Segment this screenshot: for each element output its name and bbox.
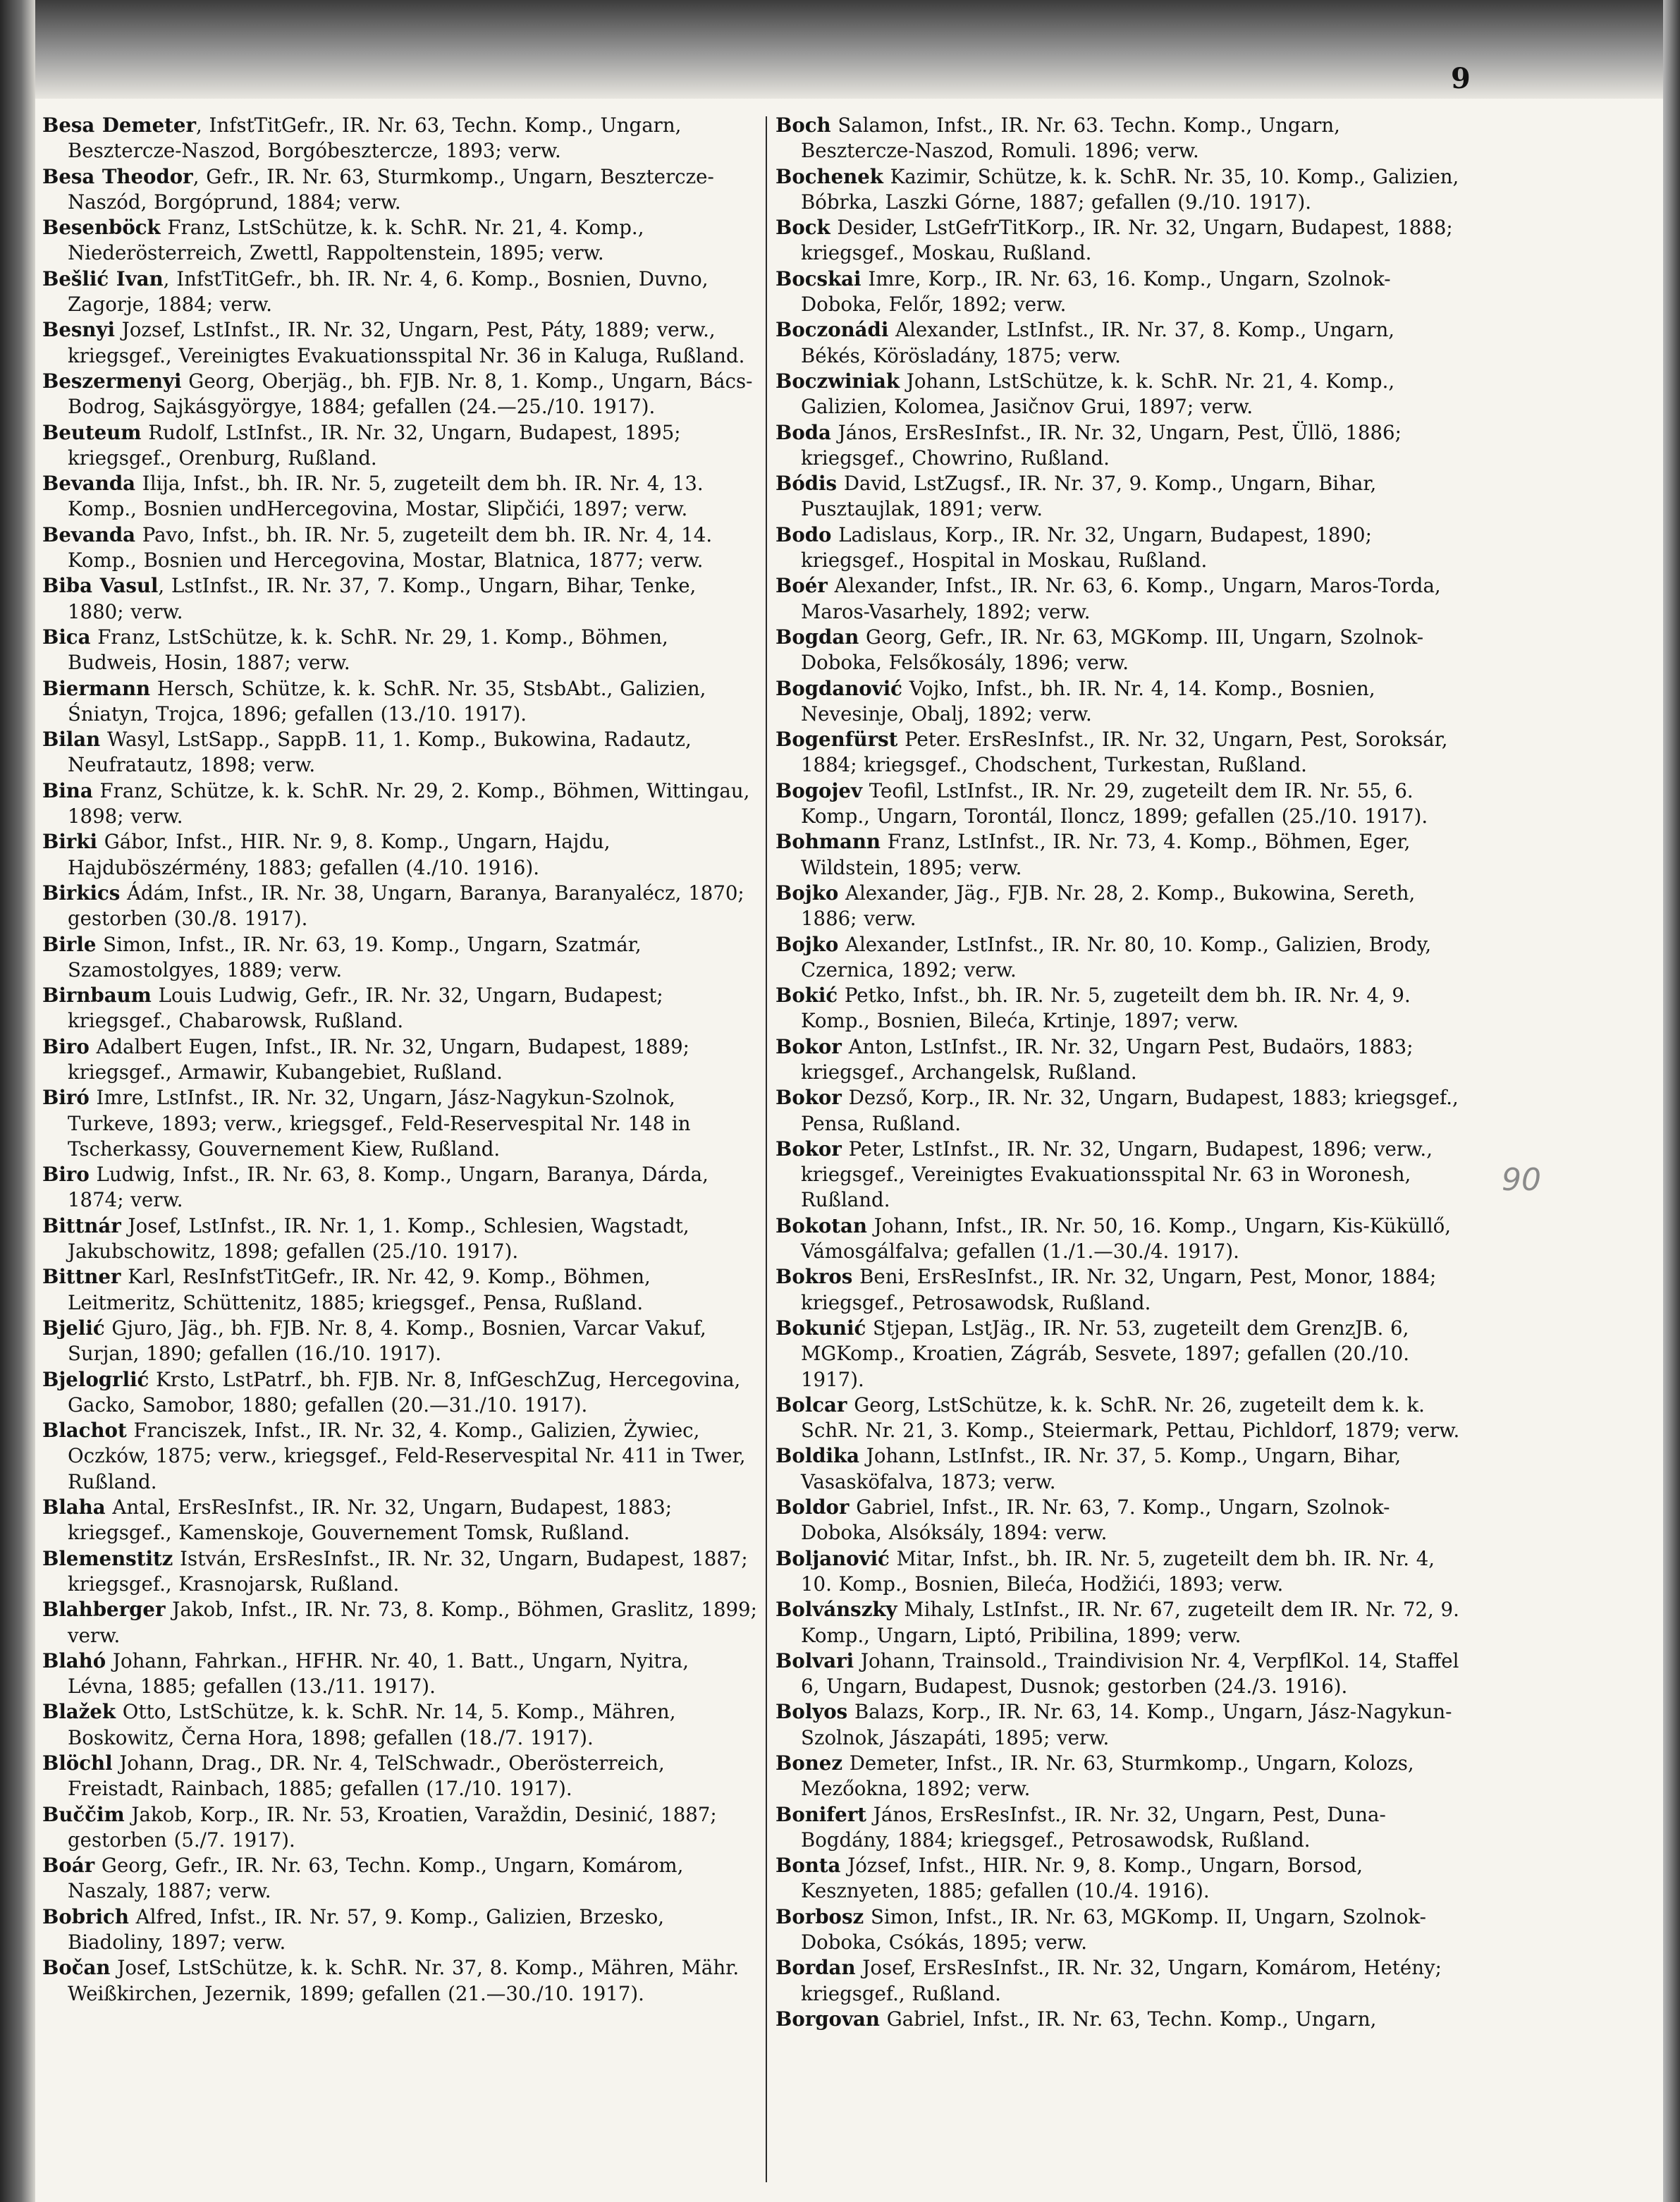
- entry-name: Beuteum: [42, 420, 142, 444]
- entry-name: Bokotan: [775, 1213, 867, 1237]
- list-entry: [42, 573, 758, 625]
- entry-details: Dezső, Korp., IR. Nr. 32, Ungarn, Budapest, 1883; kriegsgef., Pensa, Rußland.: [801, 1086, 1459, 1135]
- entry-name: Bonta: [775, 1854, 841, 1878]
- entry-name: Bonifert: [775, 1802, 866, 1826]
- list-entry: [775, 1034, 1461, 1086]
- column-divider: [766, 116, 767, 2182]
- entry-name: Blažek: [42, 1700, 116, 1724]
- list-entry: [775, 1495, 1461, 1546]
- list-entry: [42, 113, 758, 164]
- entry-name: Bogdan: [775, 625, 859, 649]
- entry-name: Bordan: [775, 1956, 856, 1980]
- entry-name: Bočan: [42, 1956, 111, 1980]
- entry-name: Bešlić Ivan: [42, 267, 164, 290]
- list-entry: [775, 1546, 1461, 1598]
- left-column: [42, 113, 758, 2007]
- list-entry: [42, 625, 758, 676]
- list-entry: [775, 881, 1461, 932]
- list-entry: [775, 829, 1461, 881]
- entry-name: Bódis: [775, 472, 838, 496]
- list-entry: [775, 573, 1461, 625]
- list-entry: [775, 676, 1461, 728]
- entry-name: Bevanda: [42, 472, 136, 496]
- entry-name: Bittnár: [42, 1213, 121, 1237]
- entry-name: Bock: [775, 216, 830, 240]
- entry-name: Bojko: [775, 932, 839, 956]
- entry-name: Bolcar: [775, 1393, 847, 1417]
- entry-details: Ilija, Infst., bh. IR. Nr. 5, zugeteilt dem bh. IR. Nr. 4, 13. Komp., Bosnien undHercegovina, Mostar, Slipčići, 1897; verw.: [68, 472, 704, 521]
- entry-name: Bjelogrlić: [42, 1367, 149, 1391]
- list-entry: [42, 1699, 758, 1751]
- list-entry: [42, 1213, 758, 1265]
- entry-details: Demeter, Infst., IR. Nr. 63, Sturmkomp., Ungarn, Kolozs, Mezőokna, 1892; verw.: [801, 1751, 1414, 1801]
- entry-name: Bodo: [775, 522, 832, 546]
- entry-name: Boczwiniak: [775, 369, 900, 393]
- entry-name: Bobrich: [42, 1904, 129, 1928]
- list-entry: [42, 267, 758, 318]
- entry-details: Franz, Schütze, k. k. SchR. Nr. 29, 2. Komp., Böhmen, Wittingau, 1898; verw.: [68, 778, 750, 828]
- entry-details: Salamon, Infst., IR. Nr. 63. Techn. Komp., Ungarn, Beszterczе-Naszod, Romuli. 1896; verw.: [801, 114, 1340, 163]
- entry-details: Josef, ErsResInfst., IR. Nr. 32, Ungarn, Komárom, Hetény; kriegsgef., Rußland.: [801, 1956, 1442, 2005]
- entry-details: , InfstTitGefr., IR. Nr. 63, Techn. Komp., Ungarn, Beszterczе-Naszod, Borgóbeszterczе, 1893; verw.: [68, 114, 682, 163]
- entry-name: Borbosz: [775, 1904, 864, 1928]
- entry-name: Boldika: [775, 1444, 859, 1468]
- entry-details: Alexander, LstInfst., IR. Nr. 80, 10. Komp., Galizien, Brody, Czernica, 1892; verw.: [801, 932, 1432, 981]
- entry-details: Wasyl, LstSapp., SappB. 11, 1. Komp., Bukowina, Radautz, Neufratautz, 1898; verw.: [68, 728, 692, 777]
- entry-name: Boczonádi: [775, 318, 889, 342]
- entry-details: Simon, Infst., IR. Nr. 63, MGKomp. II, Ungarn, Szolnok-Doboka, Csókás, 1895; verw.: [801, 1904, 1426, 1955]
- entry-details: Kazimir, Schütze, k. k. SchR. Nr. 35, 10. Komp., Galizien, Bóbrka, Laszki Górne, 1887; gefallen (9./10. 1917).: [801, 164, 1459, 214]
- entry-details: Alfred, Infst., IR. Nr. 57, 9. Komp., Galizien, Brzesko, Biadoliny, 1897; verw.: [68, 1904, 665, 1955]
- list-entry: [775, 727, 1461, 778]
- entry-name: Boér: [775, 574, 828, 598]
- entry-name: Bogenfürst: [775, 728, 898, 752]
- entry-details: Otto, LstSchütze, k. k. SchR. Nr. 14, 5. Komp., Mähren, Boskowitz, Černa Hora, 1898; gefallen (18./7. 1917).: [68, 1700, 676, 1749]
- entry-details: Ludwig, Infst., IR. Nr. 63, 8. Komp., Ungarn, Baranya, Dárda, 1874; verw.: [68, 1163, 709, 1212]
- list-entry: [775, 932, 1461, 984]
- list-entry: [775, 215, 1461, 267]
- list-entry: [42, 164, 758, 216]
- entry-details: Hersch, Schütze, k. k. SchR. Nr. 35, StsbAbt., Galizien, Śniatyn, Trojca, 1896; gefallen (13./10. 1917).: [68, 676, 706, 726]
- list-entry: [775, 164, 1461, 216]
- entry-name: Boár: [42, 1854, 95, 1878]
- list-entry: [775, 1802, 1461, 1854]
- list-entry: [42, 1649, 758, 1700]
- entry-details: Adalbert Eugen, Infst., IR. Nr. 32, Ungarn, Budapest, 1889; kriegsgef., Armawir, Kubangebiet, Rußland.: [68, 1034, 689, 1084]
- entry-details: Imre, LstInfst., IR. Nr. 32, Ungarn, Jász-Nagykun-Szolnok, Turkeve, 1893; verw., kriegsgef., Feld-Reservespital Nr. 148 in Tscherkassy, Gouvernement Kiew, Rußland.: [68, 1086, 691, 1161]
- entry-details: Johann, LstSchütze, k. k. SchR. Nr. 21, 4. Komp., Galizien, Kolomea, Jasičnov Grui, 1897; verw.: [801, 369, 1395, 419]
- entry-details: Georg, LstSchütze, k. k. SchR. Nr. 26, zugeteilt dem k. k. SchR. Nr. 21, 3. Komp., Steiermark, Pettau, Pichldorf, 1879; verw.: [801, 1393, 1460, 1443]
- entry-details: Gabriel, Infst., IR. Nr. 63, Techn. Komp., Ungarn,: [879, 2007, 1377, 2031]
- list-entry: [42, 676, 758, 728]
- entry-name: Boldor: [775, 1495, 850, 1519]
- entry-name: Besenböck: [42, 216, 161, 240]
- entry-details: Franciszek, Infst., IR. Nr. 32, 4. Komp., Galizien, Żywiec, Oczków, 1875; verw., kriegsgef., Feld-Reservespital Nr. 411 in Twer, Rußland.: [68, 1419, 746, 1493]
- entry-name: Bolvari: [775, 1649, 854, 1672]
- entry-details: Josef, LstInfst., IR. Nr. 1, 1. Komp., Schlesien, Wagstadt, Jakubschowitz, 1898; gefallen (25./10. 1917).: [68, 1213, 689, 1264]
- entry-details: Petko, Infst., bh. IR. Nr. 5, zugeteilt dem bh. IR. Nr. 4, 9. Komp., Bosnien, Bileća, Krtinje, 1897; verw.: [801, 984, 1411, 1033]
- list-entry: [775, 983, 1461, 1034]
- list-entry: [775, 1443, 1461, 1495]
- entry-details: Johann, Infst., IR. Nr. 50, 16. Komp., Ungarn, Kis-Küküllő, Vámosgálfalva; gefallen (1./1.—30./4. 1917).: [801, 1213, 1452, 1264]
- entry-name: Biermann: [42, 676, 151, 700]
- entry-details: Georg, Gefr., IR. Nr. 63, MGKomp. III, Ungarn, Szolnok-Doboka, Felsőkosály, 1896; verw.: [801, 625, 1424, 675]
- entry-details: Stjepan, LstJäg., IR. Nr. 53, zugeteilt dem GrenzJB. 6, MGKomp., Kroatien, Zágráb, Sesvete, 1897; gefallen (20./10. 1917).: [801, 1316, 1410, 1391]
- entry-name: Beszermenyi: [42, 369, 182, 393]
- entry-details: Anton, LstInfst., IR. Nr. 32, Ungarn Pest, Budaörs, 1883; kriegsgef., Archangelsk, Rußland.: [801, 1034, 1414, 1084]
- entry-details: Jakob, Infst., IR. Nr. 73, 8. Komp., Böhmen, Graslitz, 1899; verw.: [68, 1598, 757, 1647]
- entry-details: Jozsef, LstInfst., IR. Nr. 32, Ungarn, Pest, Páty, 1889; verw., kriegsgef., Vereinigtes Evakuationsspital Nr. 36 in Kaluga, Rußland.: [68, 318, 745, 367]
- list-entry: [42, 1751, 758, 1802]
- scan-shadow-left: [0, 0, 35, 2202]
- list-entry: [42, 983, 758, 1034]
- list-entry: [775, 1393, 1461, 1444]
- entry-name: Borgovan: [775, 2007, 880, 2031]
- entry-details: Mitar, Infst., bh. IR. Nr. 5, zugeteilt dem bh. IR. Nr. 4, 10. Komp., Bosnien, Bileća, Hodžići, 1893; verw.: [801, 1546, 1435, 1596]
- entry-details: Teofil, LstInfst., IR. Nr. 29, zugeteilt dem IR. Nr. 55, 6. Komp., Ungarn, Torontál, Ilonсz, 1899; gefallen (25./10. 1917).: [801, 778, 1428, 828]
- list-entry: [775, 778, 1461, 830]
- list-entry: [42, 317, 758, 369]
- entry-details: Desider, LstGefrTitKorp., IR. Nr. 32, Ungarn, Budapest, 1888; kriegsgef., Moskau, Rußland.: [801, 216, 1453, 265]
- list-entry: [775, 267, 1461, 318]
- entry-name: Boda: [775, 420, 831, 444]
- entry-details: Alexander, Jäg., FJB. Nr. 28, 2. Komp., Bukowina, Sereth, 1886; verw.: [801, 881, 1416, 931]
- entry-name: Bohmann: [775, 830, 881, 854]
- entry-name: Bina: [42, 778, 93, 802]
- entry-details: Franz, LstInfst., IR. Nr. 73, 4. Komp., Böhmen, Eger, Wildstein, 1895; verw.: [801, 830, 1411, 879]
- entry-details: Mihaly, LstInfst., IR. Nr. 67, zugeteilt dem IR. Nr. 72, 9. Komp., Ungarn, Liptó, Pribilina, 1899; verw.: [801, 1598, 1459, 1647]
- list-entry: [42, 420, 758, 472]
- entry-details: Johann, Trainsold., Traindivision Nr. 4, VerpflKol. 14, Staffel 6, Ungarn, Budapest, Dusnok; gestorben (24./3. 1916).: [801, 1649, 1459, 1699]
- entry-details: Johann, LstInfst., IR. Nr. 37, 5. Komp., Ungarn, Bihar, Vasasköfalva, 1873; verw.: [801, 1444, 1402, 1493]
- entry-details: David, LstZugsf., IR. Nr. 37, 9. Komp., Ungarn, Bihar, Pusztaujlak, 1891; verw.: [801, 472, 1377, 521]
- list-entry: [775, 420, 1461, 472]
- entry-name: Blöchl: [42, 1751, 113, 1775]
- list-entry: [775, 1085, 1461, 1137]
- entry-details: Alexander, LstInfst., IR. Nr. 37, 8. Komp., Ungarn, Békés, Körösladány, 1875; verw.: [801, 318, 1395, 367]
- entry-details: Ádám, Infst., IR. Nr. 38, Ungarn, Baranya, Baranyalécz, 1870; gestorben (30./8. 1917).: [68, 881, 744, 931]
- list-entry: [42, 727, 758, 778]
- entry-details: Alexander, Infst., IR. Nr. 63, 6. Komp., Ungarn, Maros-Torda, Maros-Vasarhely, 1892; verw.: [801, 574, 1441, 623]
- list-entry: [42, 932, 758, 984]
- list-entry: [42, 1418, 758, 1495]
- list-entry: [42, 1853, 758, 1904]
- entry-name: Biro: [42, 1034, 90, 1058]
- list-entry: [42, 881, 758, 932]
- entry-name: Birkics: [42, 881, 121, 905]
- entry-name: Bogdanović: [775, 676, 902, 700]
- entry-name: Bokros: [775, 1265, 853, 1289]
- list-entry: [775, 1904, 1461, 1956]
- entry-name: Bochenek: [775, 164, 883, 188]
- entry-details: Johann, Fahrkan., HFHR. Nr. 40, 1. Batt., Ungarn, Nyitra, Lévna, 1885; gefallen (13./11. 1917).: [68, 1649, 689, 1699]
- list-entry: [775, 471, 1461, 522]
- list-entry: [42, 1904, 758, 1956]
- list-entry: [42, 1802, 758, 1854]
- entry-name: Biro: [42, 1163, 90, 1187]
- list-entry: [42, 1034, 758, 1086]
- page-number: 9: [1451, 62, 1471, 95]
- entry-details: János, ErsResInfst., IR. Nr. 32, Ungarn, Pest, Üllö, 1886; kriegsgef., Chowrino, Rußland.: [801, 420, 1402, 470]
- entry-details: Louis Ludwig, Gefr., IR. Nr. 32, Ungarn, Budapest; kriegsgef., Chabarowsk, Rußland.: [68, 984, 663, 1033]
- list-entry: [775, 522, 1461, 574]
- entry-name: Bevanda: [42, 522, 136, 546]
- list-entry: [775, 1649, 1461, 1700]
- entry-details: Gábor, Infst., HIR. Nr. 9, 8. Komp., Ungarn, Hajdu, Hajduböszérmény, 1883; gefallen (4./10. 1916).: [68, 830, 611, 879]
- entry-name: Bogojev: [775, 778, 862, 802]
- list-entry: [775, 1853, 1461, 1904]
- entry-details: Balazs, Korp., IR. Nr. 63, 14. Komp., Ungarn, Jász-Nagykun-Szolnok, Jászapáti, 1895; verw.: [801, 1700, 1452, 1749]
- entry-details: Jakob, Korp., IR. Nr. 53, Kroatien, Varaždin, Desinić, 1887; gestorben (5./7. 1917).: [68, 1802, 717, 1852]
- entry-details: Franz, LstSchütze, k. k. SchR. Nr. 21, 4. Komp., Niederösterreich, Zwettl, Rappoltenstein, 1895; verw.: [68, 216, 644, 265]
- entry-details: Pavo, Infst., bh. IR. Nr. 5, zugeteilt dem bh. IR. Nr. 4, 14. Komp., Bosnien und Hercegovina, Mostar, Blatnica, 1877; verw.: [68, 522, 713, 573]
- entry-name: Bokić: [775, 984, 838, 1008]
- entry-name: Bokor: [775, 1034, 842, 1058]
- entry-details: Gabriel, Infst., IR. Nr. 63, 7. Komp., Ungarn, Szolnok-Doboka, Alsóksály, 1894: verw.: [801, 1495, 1390, 1545]
- entry-details: József, Infst., HIR. Nr. 9, 8. Komp., Ungarn, Borsod, Kesznyeten, 1885; gefallen (10./4. 1916).: [801, 1854, 1363, 1903]
- list-entry: [775, 1137, 1461, 1213]
- list-entry: [775, 625, 1461, 676]
- entry-details: Franz, LstSchütze, k. k. SchR. Nr. 29, 1. Komp., Böhmen, Budweis, Hosin, 1887; verw.: [68, 625, 668, 675]
- list-entry: [775, 113, 1461, 164]
- entry-name: Blachot: [42, 1419, 127, 1443]
- entry-name: Birnbaum: [42, 984, 152, 1008]
- list-entry: [42, 1546, 758, 1598]
- entry-name: Blahberger: [42, 1598, 166, 1622]
- entry-details: Georg, Oberjäg., bh. FJB. Nr. 8, 1. Komp., Ungarn, Bács-Bodrog, Sajkásgyörgye, 1884; gefallen (24.—25./10. 1917).: [68, 369, 753, 419]
- entry-details: , Gefr., IR. Nr. 63, Sturmkomp., Ungarn, Beszterczе-Naszód, Borgóprund, 1884; verw.: [68, 164, 714, 214]
- entry-name: Bilan: [42, 728, 101, 752]
- entry-details: Josef, LstSchütze, k. k. SchR. Nr. 37, 8. Komp., Mähren, Mähr. Weißkirchen, Jezernik, 1899; gefallen (21.—30./10. 1917).: [68, 1956, 740, 2005]
- entry-name: Boljanović: [775, 1546, 890, 1570]
- list-entry: [42, 1085, 758, 1162]
- list-entry: [42, 522, 758, 574]
- entry-details: Peter. ErsResInfst., IR. Nr. 32, Ungarn, Pest, Soroksár, 1884; kriegsgef., Chodschent, Turkestan, Rußland.: [801, 728, 1448, 777]
- list-entry: [775, 317, 1461, 369]
- entry-details: Johann, Drag., DR. Nr. 4, TelSchwadr., Oberösterreich, Freistadt, Rainbach, 1885; gefallen (17./10. 1917).: [68, 1751, 665, 1801]
- list-entry: [42, 215, 758, 267]
- entry-details: Beni, ErsResInfst., IR. Nr. 32, Ungarn, Pest, Monor, 1884; kriegsgef., Petrosawodsk, Rußland.: [801, 1265, 1437, 1314]
- entry-name: Boch: [775, 114, 831, 137]
- entry-name: Buččim: [42, 1802, 125, 1826]
- entry-details: Georg, Gefr., IR. Nr. 63, Techn. Komp., Ungarn, Komárom, Naszaly, 1887; verw.: [68, 1854, 684, 1903]
- list-entry: [42, 1495, 758, 1546]
- entry-name: Blemenstitz: [42, 1546, 173, 1570]
- entry-name: Bonez: [775, 1751, 843, 1775]
- list-entry: [775, 2007, 1461, 2032]
- entry-name: Besa Theodor: [42, 164, 193, 188]
- entry-name: Biba Vasul: [42, 574, 159, 598]
- entry-details: Rudolf, LstInfst., IR. Nr. 32, Ungarn, Budapest, 1895; kriegsgef., Orenburg, Rußland.: [68, 420, 681, 470]
- list-entry: [42, 1955, 758, 2007]
- entry-name: Bocskai: [775, 267, 862, 290]
- scan-shadow-top: [0, 0, 1680, 99]
- entry-details: Krsto, LstPatrf., bh. FJB. Nr. 8, InfGeschZug, Hercegovina, Gacko, Samobor, 1880; gefallen (20.—31./10. 1917).: [68, 1367, 741, 1417]
- entry-name: Bittner: [42, 1265, 121, 1289]
- list-entry: [42, 829, 758, 881]
- list-entry: [775, 1955, 1461, 2007]
- entry-details: Peter, LstInfst., IR. Nr. 32, Ungarn, Budapest, 1896; verw., kriegsgef., Vereinigtes Evakuationsspital Nr. 63 in Woronesh, Rußland.: [801, 1137, 1433, 1212]
- list-entry: [42, 369, 758, 420]
- entry-details: István, ErsResInfst., IR. Nr. 32, Ungarn, Budapest, 1887; kriegsgef., Krasnojarsk, Rußland.: [68, 1546, 748, 1596]
- entry-name: Biró: [42, 1086, 90, 1110]
- entry-details: Imre, Korp., IR. Nr. 63, 16. Komp., Ungarn, Szolnok-Doboka, Felőr, 1892; verw.: [801, 267, 1391, 317]
- list-entry: [775, 1316, 1461, 1393]
- entry-name: Bica: [42, 625, 91, 649]
- list-entry: [775, 1597, 1461, 1649]
- entry-details: Karl, ResInfstTitGefr., IR. Nr. 42, 9. Komp., Böhmen, Leitmeritz, Schüttenitz, 1885; kriegsgef., Pensa, Rußland.: [68, 1265, 651, 1314]
- right-column: [775, 113, 1461, 2032]
- entry-details: , LstInfst., IR. Nr. 37, 7. Komp., Ungarn, Bihar, Tenke, 1880; verw.: [68, 574, 697, 623]
- entry-name: Birki: [42, 830, 97, 854]
- entry-name: Bolvánszky: [775, 1598, 897, 1622]
- entry-details: Vojko, Infst., bh. IR. Nr. 4, 14. Komp., Bosnien, Nevesinje, Obalj, 1892; verw.: [801, 676, 1375, 726]
- entry-name: Besnyi: [42, 318, 115, 342]
- entry-name: Bokor: [775, 1086, 842, 1110]
- entry-name: Blaha: [42, 1495, 106, 1519]
- entry-name: Blahó: [42, 1649, 106, 1672]
- list-entry: [775, 1213, 1461, 1265]
- handwritten-margin-note: 90: [1502, 1162, 1541, 1198]
- list-entry: [42, 1597, 758, 1649]
- list-entry: [42, 471, 758, 522]
- list-entry: [42, 1162, 758, 1213]
- list-entry: [42, 778, 758, 830]
- list-entry: [42, 1264, 758, 1316]
- entry-details: Gjuro, Jäg., bh. FJB. Nr. 8, 4. Komp., Bosnien, Varcar Vakuf, Surjan, 1890; gefallen (16./10. 1917).: [68, 1316, 706, 1366]
- entry-details: , InfstTitGefr., bh. IR. Nr. 4, 6. Komp., Bosnien, Duvno, Zagorje, 1884; verw.: [68, 267, 709, 317]
- entry-details: Ladislaus, Korp., IR. Nr. 32, Ungarn, Budapest, 1890; kriegsgef., Hospital in Moskau, Rußland.: [801, 522, 1372, 573]
- entry-name: Bojko: [775, 881, 839, 905]
- entry-name: Bjelić: [42, 1316, 105, 1340]
- entry-name: Bokunić: [775, 1316, 866, 1340]
- entry-name: Besa Demeter: [42, 114, 196, 137]
- list-entry: [775, 369, 1461, 420]
- scan-shadow-right: [1663, 0, 1680, 2202]
- entry-name: Bokor: [775, 1137, 842, 1161]
- entry-details: János, ErsResInfst., IR. Nr. 32, Ungarn, Pest, Dunа-Bogdány, 1884; kriegsgef., Petrosawodsk, Rußland.: [801, 1802, 1386, 1852]
- entry-details: Simon, Infst., IR. Nr. 63, 19. Komp., Ungarn, Szatmár, Szamostolgyes, 1889; verw.: [68, 932, 642, 981]
- entry-details: Antal, ErsResInfst., IR. Nr. 32, Ungarn, Budapest, 1883; kriegsgef., Kamenskoje, Gouvernement Tomsk, Rußland.: [68, 1495, 673, 1545]
- list-entry: [775, 1699, 1461, 1751]
- entry-name: Birle: [42, 932, 97, 956]
- list-entry: [42, 1316, 758, 1367]
- list-entry: [775, 1264, 1461, 1316]
- entry-name: Bolyos: [775, 1700, 848, 1724]
- list-entry: [42, 1367, 758, 1419]
- list-entry: [775, 1751, 1461, 1802]
